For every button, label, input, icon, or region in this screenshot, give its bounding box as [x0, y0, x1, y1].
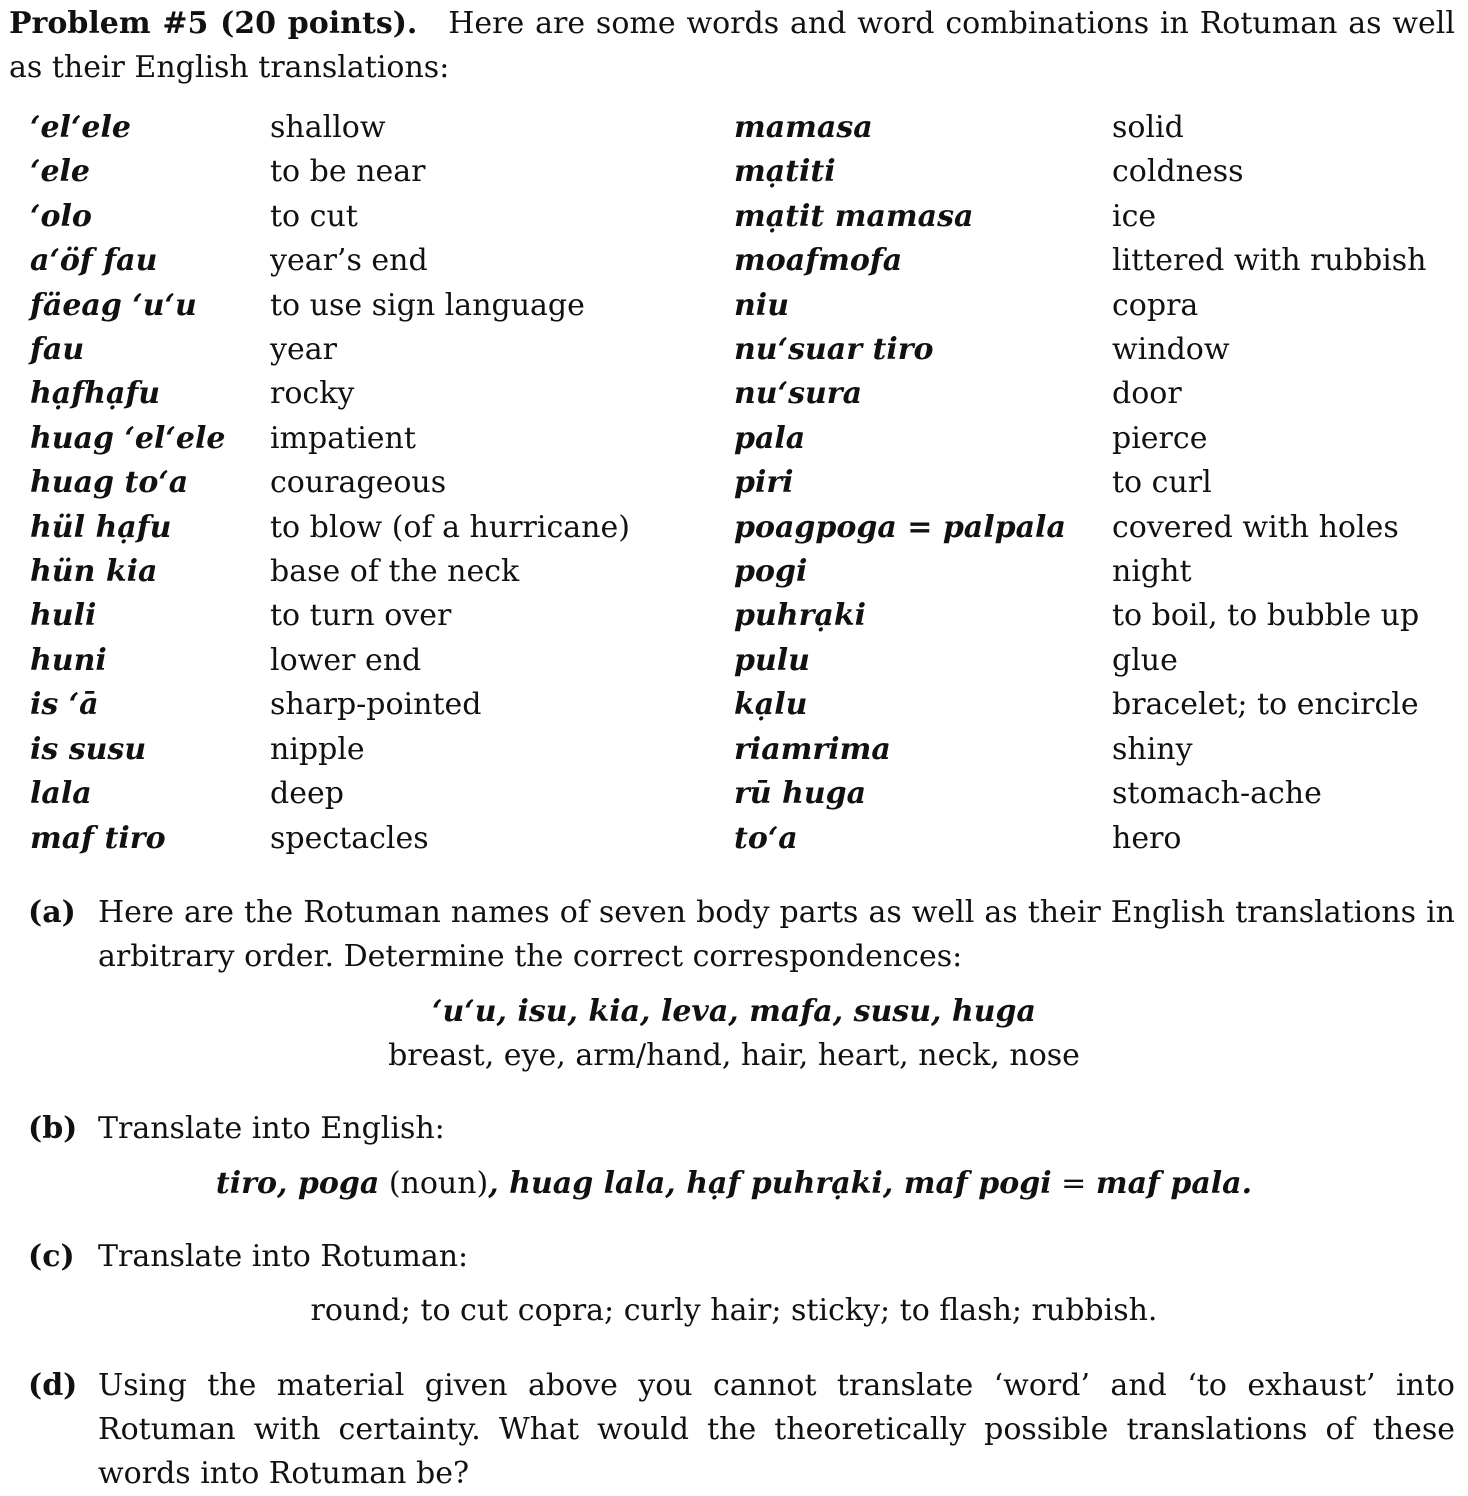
vocab-rotuman: rū huga	[734, 776, 867, 811]
task-a-rotuman-list: ‘u‘u, isu, kia, leva, mafa, susu, huga	[432, 994, 1036, 1029]
vocab-rotuman: is ‘ā	[30, 687, 99, 722]
vocab-english: hero	[1112, 821, 1182, 856]
vocab-english: year’s end	[270, 243, 428, 278]
vocab-rotuman: ‘el‘ele	[30, 110, 131, 145]
vocab-rotuman: lala	[30, 776, 92, 811]
problem-intro: Here are some words and word combinations in Rotuman as well as their English translations:	[9, 6, 1455, 85]
vocab-english: covered with holes	[1112, 510, 1399, 545]
vocab-rotuman: hün kia	[30, 554, 158, 589]
vocab-english: to boil, to bubble up	[1112, 598, 1420, 633]
task-b-part5: maf pala.	[1095, 1166, 1253, 1201]
vocab-rotuman: puhrạki	[734, 598, 867, 633]
task-d-label: (d)	[28, 1368, 78, 1403]
vocab-rotuman: hül hạfu	[30, 510, 172, 545]
task-b-label: (b)	[28, 1111, 78, 1146]
task-a-label: (a)	[28, 895, 76, 930]
task-b-part1: tiro, poga	[215, 1166, 380, 1201]
vocab-english: stomach-ache	[1112, 776, 1322, 811]
vocab-rotuman: hạfhạfu	[30, 376, 161, 411]
task-b-text: Translate into English:	[98, 1111, 445, 1146]
vocab-english: to curl	[1112, 465, 1212, 500]
task-b-part2: (noun)	[388, 1166, 489, 1201]
vocab-rotuman: huni	[30, 643, 107, 678]
task-b-phrases	[0, 1162, 1468, 1206]
vocab-english: window	[1112, 332, 1230, 367]
vocab-english: to cut	[270, 199, 358, 234]
vocab-english: year	[270, 332, 337, 367]
task-c-list: round; to cut copra; curly hair; sticky; to flash; rubbish.	[310, 1293, 1158, 1328]
vocab-rotuman: huag ‘el‘ele	[30, 421, 226, 456]
vocab-rotuman: ‘olo	[30, 199, 92, 234]
vocab-english: to turn over	[270, 598, 452, 633]
vocab-rotuman: nu‘sura	[734, 376, 863, 411]
vocab-english: to use sign language	[270, 288, 585, 323]
vocab-rotuman: poagpoga = palpala	[734, 510, 1066, 545]
vocab-english: rocky	[270, 376, 355, 411]
vocab-rotuman: kạlu	[734, 687, 808, 722]
vocab-english: solid	[1112, 110, 1184, 145]
vocab-rotuman: pulu	[734, 643, 810, 678]
vocab-english: spectacles	[270, 821, 429, 856]
vocab-english: bracelet; to encircle	[1112, 687, 1419, 722]
vocab-english: door	[1112, 376, 1182, 411]
vocab-rotuman: huag to‘a	[30, 465, 189, 500]
vocab-rotuman: pala	[734, 421, 806, 456]
task-b-part3: , huag lala, hạf puhrạki, maf pogi	[488, 1166, 1052, 1201]
vocab-rotuman: pogi	[734, 554, 808, 589]
vocab-rotuman: fau	[30, 332, 85, 367]
vocab-english: deep	[270, 776, 344, 811]
vocab-rotuman: a‘öf fau	[30, 243, 158, 278]
vocab-rotuman: mạtiti	[734, 154, 836, 189]
task-d-text: Using the material given above you cannot translate ‘word’ and ‘to exhaust’ into Rotuman with certainty. What would the theoretically possible translations of these words into Rotuman be?	[98, 1368, 1455, 1491]
vocab-english: base of the neck	[270, 554, 520, 589]
task-a-text: Here are the Rotuman names of seven body parts as well as their English translations in arbitrary order. Determine the correct correspondences:	[98, 895, 1455, 974]
vocab-english: night	[1112, 554, 1192, 589]
vocab-rotuman: is susu	[30, 732, 147, 767]
task-b-equals: =	[1061, 1166, 1087, 1201]
vocab-rotuman: niu	[734, 288, 790, 323]
vocab-english: to be near	[270, 154, 426, 189]
task-a-english-list: breast, eye, arm/hand, hair, heart, neck, nose	[388, 1038, 1080, 1073]
vocab-english: impatient	[270, 421, 416, 456]
vocab-rotuman: ‘ele	[30, 154, 91, 189]
vocab-rotuman: fäeag ‘u‘u	[30, 288, 197, 323]
vocab-rotuman: to‘a	[734, 821, 798, 856]
vocab-english: lower end	[270, 643, 422, 678]
vocab-english: to blow (of a hurricane)	[270, 510, 630, 545]
vocab-english: ice	[1112, 199, 1157, 234]
vocab-english: shallow	[270, 110, 386, 145]
vocab-rotuman: nu‘suar tiro	[734, 332, 934, 367]
vocab-rotuman: mạtit mamasa	[734, 199, 974, 234]
vocab-english: shiny	[1112, 732, 1193, 767]
vocab-english: pierce	[1112, 421, 1208, 456]
vocab-english: courageous	[270, 465, 447, 500]
vocab-rotuman: riamrima	[734, 732, 891, 767]
vocab-rotuman: mamasa	[734, 110, 873, 145]
task-c-text: Translate into Rotuman:	[98, 1239, 469, 1274]
vocabulary-table	[0, 106, 1468, 866]
task-c-label: (c)	[28, 1239, 75, 1274]
vocab-rotuman: piri	[734, 465, 794, 500]
vocab-rotuman: huli	[30, 598, 97, 633]
problem-header	[9, 2, 1455, 90]
problem-title: Problem #5 (20 points).	[9, 6, 418, 41]
vocab-english: sharp-pointed	[270, 687, 482, 722]
vocab-english: glue	[1112, 643, 1178, 678]
vocab-english: coldness	[1112, 154, 1244, 189]
vocab-rotuman: moafmofa	[734, 243, 903, 278]
vocab-english: nipple	[270, 732, 365, 767]
vocab-english: littered with rubbish	[1112, 243, 1427, 278]
vocab-english: copra	[1112, 288, 1199, 323]
vocab-rotuman: maf tiro	[30, 821, 166, 856]
